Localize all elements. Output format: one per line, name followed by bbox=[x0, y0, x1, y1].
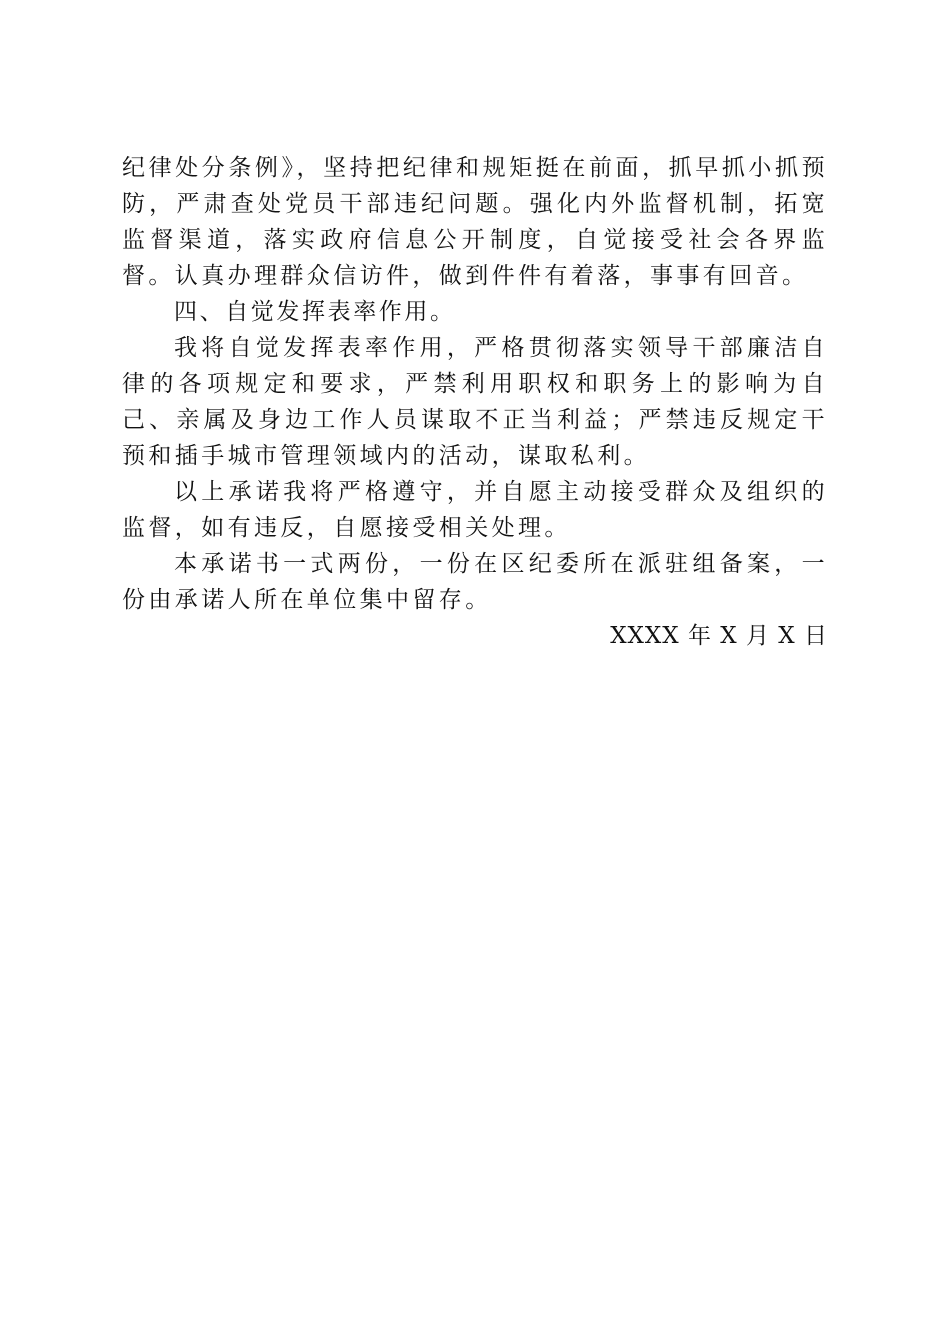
paragraph-copies: 本承诺书一式两份，一份在区纪委所在派驻组备案，一份由承诺人所在单位集中留存。 bbox=[122, 551, 828, 613]
paragraph-commitment: 以上承诺我将严格遵守，并自愿主动接受群众及组织的监督，如有违反，自愿接受相关处理。 bbox=[122, 479, 828, 541]
document-body bbox=[122, 150, 828, 654]
document-date: XXXX 年 X 月 X 日 bbox=[610, 623, 828, 649]
section-heading-four: 四、自觉发挥表率作用。 bbox=[174, 299, 456, 325]
paragraph-discipline: 纪律处分条例》，坚持把纪律和规矩挺在前面，抓早抓小抓预防，严肃查处党员干部违纪问题。强化内外监督机制，拓宽监督渠道，落实政府信息公开制度，自觉接受社会各界监督。认真办理群众信访件，做到件件有着落，事事有回音。 bbox=[122, 155, 828, 289]
paragraph-exemplary-role: 我将自觉发挥表率作用，严格贯彻落实领导干部廉洁自律的各项规定和要求，严禁利用职权和职务上的影响为自己、亲属及身边工作人员谋取不正当利益；严禁违反规定干预和插手城市管理领域内的活动，谋取私利。 bbox=[122, 335, 828, 469]
